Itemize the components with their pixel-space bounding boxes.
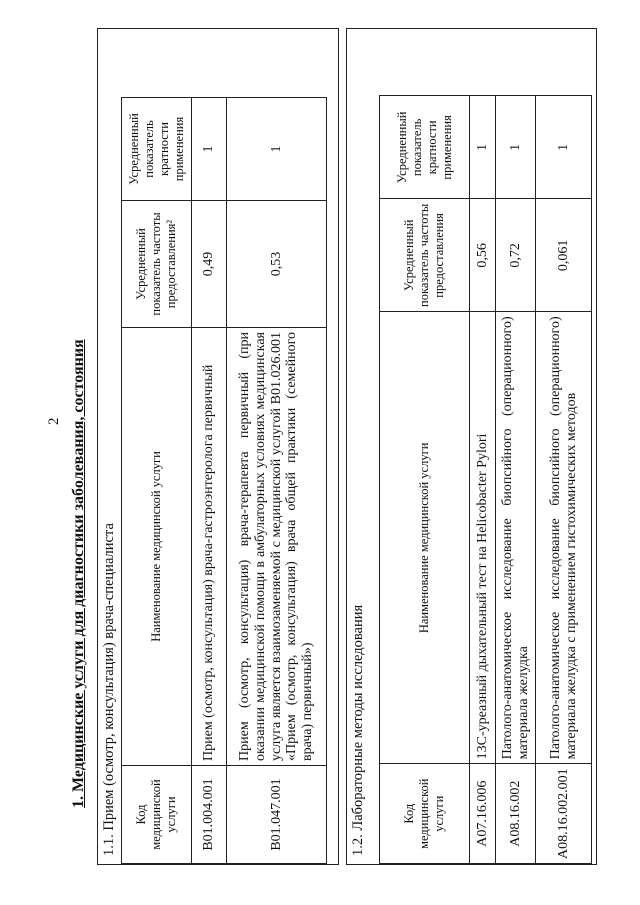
multiplicity-value: 1 [192, 98, 227, 201]
header-code: Код медицинской услуги [380, 764, 470, 864]
header-name: Наименование медицинской услуги [122, 328, 192, 766]
header-code: Код медицинской услуги [122, 766, 192, 864]
multiplicity-value: 1 [227, 98, 327, 201]
multiplicity-value: 1 [496, 96, 536, 199]
service-name: Прием (осмотр, консультация) врача-гастроэнтеролога первичный [192, 328, 227, 766]
frequency-value: 0,53 [227, 201, 327, 328]
section-title: 1.2. Лабораторные методы исследования [350, 604, 366, 856]
frequency-value: 0,56 [470, 199, 496, 312]
header-multiplicity: Усредненный показатель кратности применения [380, 96, 470, 199]
section-heading: 1. Медицинские услуги для диагностики заболевания, состояния [70, 339, 87, 808]
table-row [192, 98, 227, 864]
service-name: 13С-уреазный дыхательный тест на Helicobacter Pylori [470, 312, 496, 764]
service-code: A08.16.002.001 [536, 764, 592, 864]
page-number: 2 [46, 417, 62, 425]
table-header-row [380, 96, 470, 864]
header-name: Наименование медицинской услуги [380, 312, 470, 764]
table-header-row [122, 98, 192, 864]
service-name: Прием (осмотр, консультация) врача-терапевта первичный (при оказании медицинской помощи в амбулаторных условиях медицинская услуга является взаимозаменяемой с медицинской услугой B01.026.001 «Прием (осмотр, консультация) врача общей практики (семейного врача) первичный») [227, 328, 327, 766]
header-frequency: Усредненный показатель частоты предоставления² [122, 201, 192, 328]
lab-methods-table [379, 95, 592, 864]
frequency-value: 0,72 [496, 199, 536, 312]
service-code: B01.047.001 [227, 766, 327, 864]
table-row [496, 96, 536, 864]
service-name: Патолого-анатомическое исследование биопсийного (операционного) материала желудка с применением гистохимических методов [536, 312, 592, 764]
table-row [536, 96, 592, 864]
header-multiplicity: Усредненный показатель кратности применения [122, 98, 192, 201]
section-lab-methods [346, 28, 597, 865]
service-code: B01.004.001 [192, 766, 227, 864]
service-code: A07.16.006 [470, 764, 496, 864]
frequency-value: 0,061 [536, 199, 592, 312]
service-code: A08.16.002 [496, 764, 536, 864]
multiplicity-value: 1 [470, 96, 496, 199]
table-row [227, 98, 327, 864]
multiplicity-value: 1 [536, 96, 592, 199]
section-consultations [97, 28, 339, 865]
table-row [470, 96, 496, 864]
consultations-table [121, 97, 327, 864]
frequency-value: 0,49 [192, 201, 227, 328]
service-name: Патолого-анатомическое исследование биопсийного (операционного) материала желудка [496, 312, 536, 764]
header-frequency: Усредненный показатель частоты предоставления [380, 199, 470, 312]
section-title: 1.1. Прием (осмотр, консультация) врача-специалиста [101, 523, 117, 856]
